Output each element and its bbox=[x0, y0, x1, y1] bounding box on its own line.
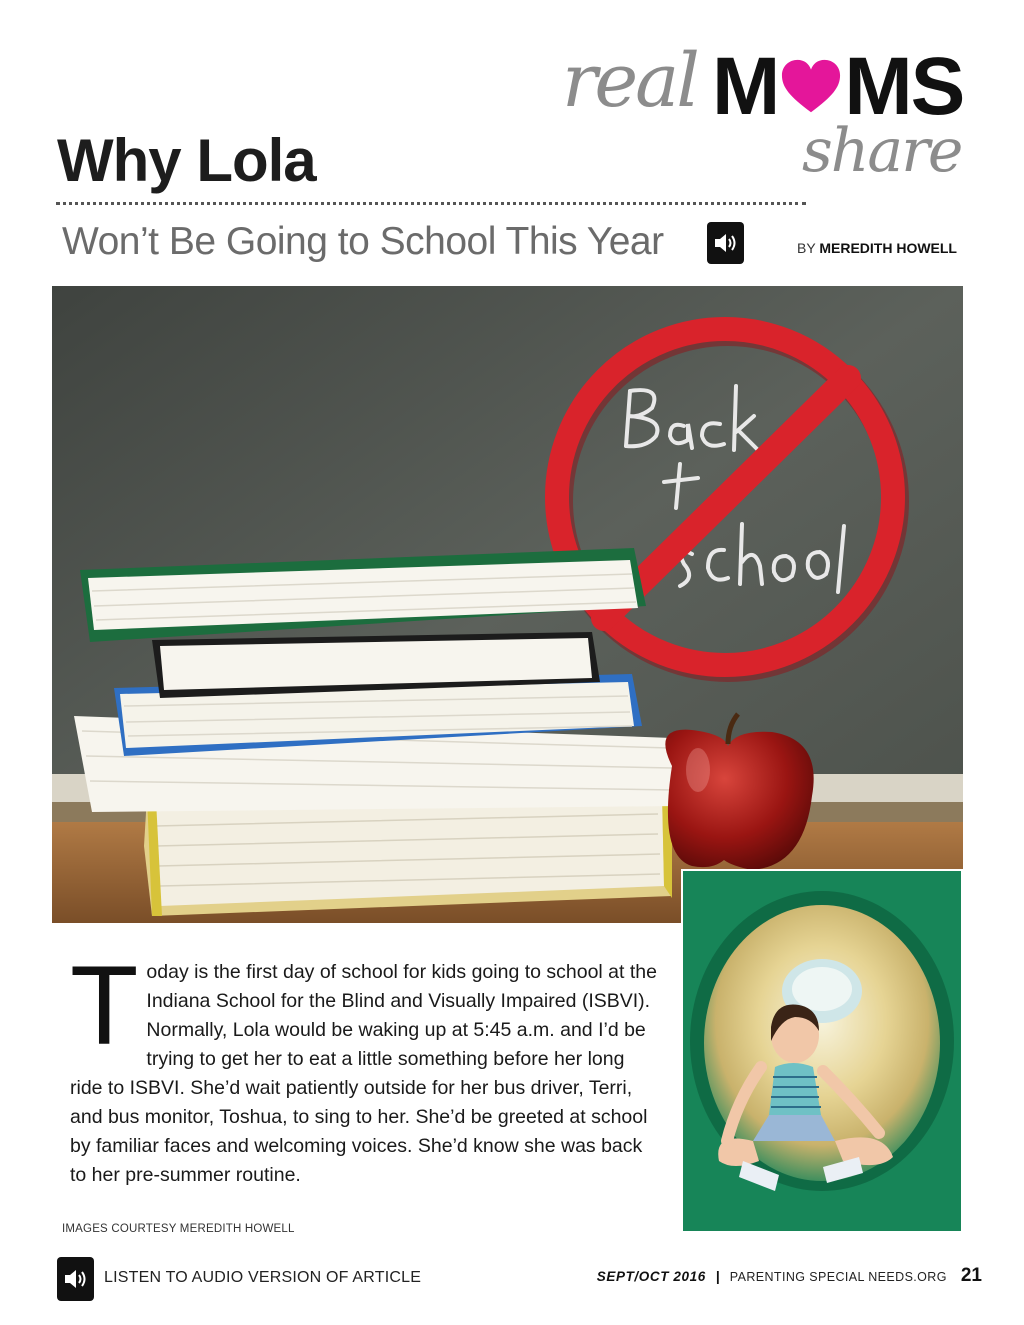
article-title: Why Lola bbox=[57, 127, 316, 194]
real-moms-share-logo bbox=[562, 30, 982, 190]
article-subtitle: Won’t Be Going to School This Year bbox=[62, 220, 664, 263]
chalkboard-scene bbox=[52, 286, 963, 923]
tunnel-scene bbox=[683, 871, 961, 1231]
title-divider bbox=[56, 202, 806, 205]
byline bbox=[797, 240, 957, 256]
article-body-text: oday is the first day of school for kids going to school at the Indiana School for the Blind and Visually Impaired (ISBVI). Normally, Lola would be waking up at 5:45 a.m. and I’d be trying to get her to eat a little something before her long ride to ISBVI. She’d wait patiently outside for her bus driver, Terri, and bus monitor, Toshua, to sing to her. She’d be greeted at school by familiar faces and welcoming voices. She’d know she was back to her pre-summer routine. bbox=[70, 961, 657, 1186]
listen-audio-link[interactable]: LISTEN TO AUDIO VERSION OF ARTICLE bbox=[104, 1269, 422, 1286]
audio-play-button[interactable] bbox=[707, 222, 744, 264]
page-number: 21 bbox=[960, 1265, 982, 1286]
listen-audio-button[interactable] bbox=[57, 1257, 94, 1301]
girl-in-tunnel-photo bbox=[681, 869, 963, 1233]
heart-icon bbox=[780, 56, 842, 118]
speaker-icon bbox=[63, 1268, 89, 1290]
author-name: MEREDITH HOWELL bbox=[819, 240, 957, 256]
page-footer-info bbox=[597, 1265, 982, 1287]
article-body bbox=[70, 943, 660, 1190]
footer-separator: | bbox=[715, 1268, 720, 1284]
logo-moms-ms: MS bbox=[844, 41, 964, 132]
logo-share-text: share bbox=[802, 116, 962, 186]
back-to-school-photo bbox=[52, 286, 963, 923]
byline-prefix: BY bbox=[797, 240, 816, 256]
drop-cap: T bbox=[70, 943, 139, 1068]
image-credit: IMAGES COURTESY MEREDITH HOWELL bbox=[62, 1223, 295, 1235]
speaker-icon bbox=[713, 232, 739, 254]
logo-moms-m: M bbox=[712, 41, 779, 132]
logo-real-text: real bbox=[562, 38, 697, 124]
site-name: PARENTING SPECIAL NEEDS.ORG bbox=[729, 1270, 947, 1284]
issue-date: SEPT/OCT 2016 bbox=[596, 1269, 706, 1284]
